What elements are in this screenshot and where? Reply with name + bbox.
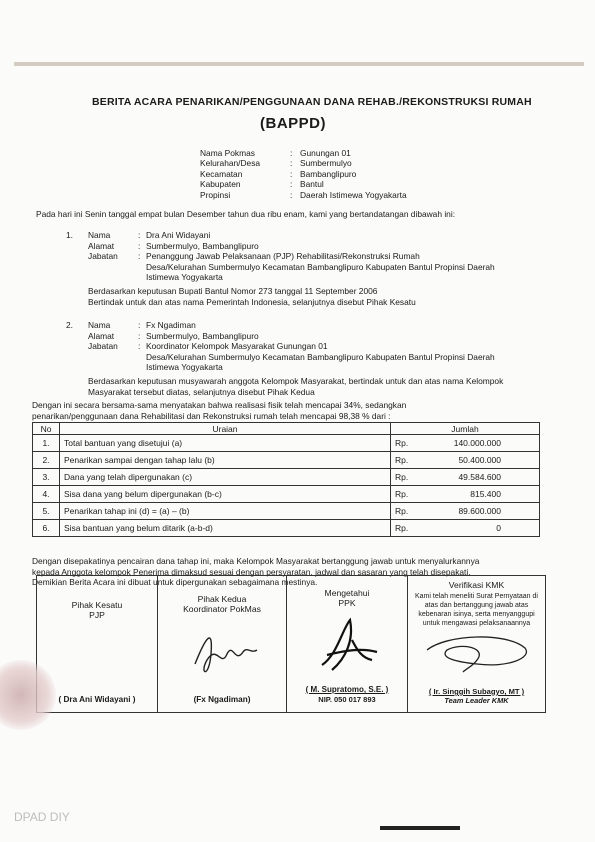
page-top-edge: [14, 62, 584, 66]
info-row: Kabupaten : Bantul: [200, 179, 324, 190]
table-row: [33, 469, 540, 486]
row-number: 1.: [33, 435, 60, 452]
signature-scribble: [302, 610, 392, 680]
party-2-address: Sumbermulyo, Bambanglipuro: [146, 330, 259, 341]
party-1-address: Sumbermulyo, Bambanglipuro: [146, 240, 259, 251]
intro-text: Pada hari ini Senin tanggal empat bulan Desember tahun dua ribu enam, kami yang bertandatangan dibawah ini:: [36, 209, 456, 219]
closing-line: kepada Anggota kelompok Penerima dimaksud sesuai dengan persyaratan, jadwal dan sasaran yang telah disepakati.: [32, 566, 471, 577]
label: Alamat: [88, 240, 115, 251]
info-key: Propinsi: [200, 189, 231, 200]
info-key: Kecamatan: [200, 168, 243, 179]
label: Jabatan: [88, 251, 118, 262]
info-row: Propinsi : Daerah Istimewa Yogyakarta: [200, 189, 407, 200]
signer-name: ( Ir. Singgih Subagyo, MT ): [428, 687, 525, 696]
row-currency: Rp.: [391, 452, 436, 469]
row-uraian: Sisa bantuan yang belum ditarik (a-b-d): [60, 520, 391, 537]
info-value: Gunungan 01: [300, 148, 351, 158]
info-value: Sumbermulyo: [300, 158, 352, 169]
row-currency: Rp.: [391, 435, 436, 452]
signature-scribble: [417, 628, 537, 678]
label: Jabatan: [88, 341, 118, 352]
closing-line: Dengan disepakatinya pencairan dana tahap ini, maka Kelompok Masyarakat bertanggung jawab untuk menyalurkannya: [32, 556, 480, 566]
signature-col-kmk: [408, 576, 545, 712]
party-number: 1.: [66, 230, 73, 240]
row-uraian: Sisa dana yang belum dipergunakan (b-c): [60, 486, 391, 503]
row-uraian: Total bantuan yang disetujui (a): [60, 435, 391, 452]
note-line: kebenaran isinya, serta menyanggupi: [418, 611, 535, 618]
note-line: untuk mengawasi pelaksanaannya: [422, 620, 531, 627]
row-amount: 815.400: [435, 486, 540, 503]
signature-table: [36, 575, 546, 713]
signature-scribble: [177, 624, 267, 684]
kmk-note: [408, 592, 545, 628]
party-2-block: 2. Nama : Fx Ngadiman Alamat : Sumbermulyo, Bambanglipuro Jabatan : Koordinator Kelompok Masyarakat Gunungan 01 Desa/Kelurahan Sumbermulyo Kecamatan Bambanglipuro Kabupaten Bantul Propinsi Daerah Istimewa Yogyakarta Berdasarkan keputusan musyawarah anggota Kelompok Masyarakat, bertindak untuk dan atas nama Kelompok Masyarakat tersebut diatas, selanjutnya disebut Pihak Kedua: [66, 320, 506, 397]
realisasi-text: [32, 400, 570, 421]
sig-title: Verifikasi KMK: [448, 580, 505, 590]
header-jumlah: Jumlah: [391, 423, 540, 435]
info-value: Bantul: [300, 179, 324, 190]
info-key: Kabupaten: [200, 179, 241, 190]
party-1-block: 1. Nama : Dra Ani Widayani Alamat : Sumbermulyo, Bambanglipuro Jabatan : Penanggung Jawab Pelaksanaan (PJP) Rehabilitasi/Rekonstruksi Rumah Desa/Kelurahan Sumbermulyo Kecamatan Bambanglipuro Kabupaten Bantul Propinsi Daerah Istimewa Yogyakarta Berdasarkan keputusan Bupati Bantul Nomor 273 tanggal 11 September 2006 Bertindak untuk dan atas nama Pemerintah Indonesia, selanjutnya disebut Pihak Kesatu: [66, 230, 506, 307]
sig-subtitle: Koordinator PokMas: [183, 604, 261, 614]
row-number: 4.: [33, 486, 60, 503]
row-currency: Rp.: [391, 503, 436, 520]
row-uraian: Dana yang telah dipergunakan (c): [60, 469, 391, 486]
party-2-position: Koordinator Kelompok Masyarakat Gunungan 01: [146, 341, 328, 352]
party-2-basis: Berdasarkan keputusan musyawarah anggota Kelompok Masyarakat, bertindak untuk dan atas nama Kelompok: [88, 375, 504, 386]
info-row: Nama Pokmas : Gunungan 01: [200, 148, 351, 158]
table-row: [33, 435, 540, 452]
party-1-position-line: Istimewa Yogyakarta: [146, 272, 223, 283]
row-uraian: Penarikan sampai dengan tahap lalu (b): [60, 452, 391, 469]
row-amount: 140.000.000: [435, 435, 540, 452]
info-key: Kelurahan/Desa: [200, 158, 261, 169]
realisasi-line: penarikan/penggunaan dana Rehabilitasi dan Rekonstruksi rumah telah mencapai 98,38 % dari :: [32, 410, 391, 421]
row-amount: 0: [435, 520, 540, 537]
party-1-position: Penanggung Jawab Pelaksanaan (PJP) Rehabilitasi/Rekonstruksi Rumah: [146, 251, 420, 262]
info-row: Kecamatan : Bambanglipuro: [200, 168, 357, 179]
party-2-basis: Masyarakat tersebut diatas, selanjutnya disebut Pihak Kedua: [88, 386, 315, 397]
row-number: 2.: [33, 452, 60, 469]
party-1-name: Dra Ani Widayani: [146, 230, 211, 240]
sig-subtitle: PJP: [89, 610, 105, 620]
sig-title: Mengetahui: [324, 588, 370, 598]
row-number: 6.: [33, 520, 60, 537]
row-amount: 89.600.000: [435, 503, 540, 520]
note-line: Kami telah meneliti Surat Pernyataan di: [415, 593, 538, 600]
pokmas-info: [200, 148, 407, 200]
footer-bar: [380, 826, 460, 830]
party-2-name: Fx Ngadiman: [146, 320, 196, 330]
row-amount: 49.584.600: [435, 469, 540, 486]
info-key: Nama Pokmas: [200, 148, 255, 158]
signer-nip: NIP. 050 017 893: [318, 695, 376, 704]
row-currency: Rp.: [391, 520, 436, 537]
label: Nama: [88, 230, 111, 240]
row-number: 5.: [33, 503, 60, 520]
party-2-position-line: Desa/Kelurahan Sumbermulyo Kecamatan Bambanglipuro Kabupaten Bantul Propinsi Daerah: [146, 351, 495, 362]
footer-watermark: DPAD DIY: [14, 810, 70, 824]
party-2-position-line: Istimewa Yogyakarta: [146, 362, 223, 373]
closing-line: Demikian Berita Acara ini dibuat untuk dipergunakan sebagaimana mestinya.: [32, 577, 318, 588]
note-line: atas dan bertanggung jawab atas: [424, 602, 529, 609]
table-row: [33, 486, 540, 503]
signature-col-ppk: [287, 576, 408, 712]
table-row: [33, 520, 540, 537]
table-row: [33, 452, 540, 469]
document-title: BERITA ACARA PENARIKAN/PENGGUNAAN DANA REHAB./REKONSTRUKSI RUMAH: [92, 96, 532, 108]
info-row: Kelurahan/Desa : Sumbermulyo: [200, 158, 352, 169]
realisasi-line: Dengan ini secara bersama-sama menyatakan bahwa realisasi fisik telah mencapai 34%, sedangkan: [32, 400, 407, 410]
row-amount: 50.400.000: [435, 452, 540, 469]
signer-role: Team Leader KMK: [444, 696, 509, 705]
party-1-role: Bertindak untuk dan atas nama Pemerintah Indonesia, selanjutnya disebut Pihak Kesatu: [88, 296, 416, 307]
signature-col-pokmas: [158, 576, 287, 712]
table-header-row: [33, 423, 540, 435]
party-number: 2.: [66, 320, 73, 330]
table-row: [33, 503, 540, 520]
info-value: Daerah Istimewa Yogyakarta: [300, 189, 407, 200]
row-currency: Rp.: [391, 469, 436, 486]
sig-title: Pihak Kesatu: [71, 600, 123, 610]
signer-name: ( Dra Ani Widayani ): [58, 695, 136, 704]
label: Nama: [88, 320, 111, 330]
signer-name: (Fx Ngadiman): [193, 695, 251, 704]
info-value: Bambanglipuro: [300, 168, 357, 179]
signer-name: ( M. Supratomo, S.E. ): [305, 685, 389, 694]
sig-subtitle: PPK: [338, 598, 356, 608]
row-number: 3.: [33, 469, 60, 486]
fund-table: [32, 422, 540, 537]
header-uraian: Uraian: [60, 423, 391, 435]
sig-title: Pihak Kedua: [197, 594, 247, 604]
party-1-basis: Berdasarkan keputusan Bupati Bantul Nomor 273 tanggal 11 September 2006: [88, 285, 378, 296]
party-1-position-line: Desa/Kelurahan Sumbermulyo Kecamatan Bambanglipuro Kabupaten Bantul Propinsi Daerah: [146, 261, 495, 272]
document-subtitle: (BAPPD): [260, 115, 326, 132]
row-uraian: Penarikan tahap ini (d) = (a) – (b): [60, 503, 391, 520]
label: Alamat: [88, 330, 115, 341]
header-no: No: [33, 423, 60, 435]
row-currency: Rp.: [391, 486, 436, 503]
